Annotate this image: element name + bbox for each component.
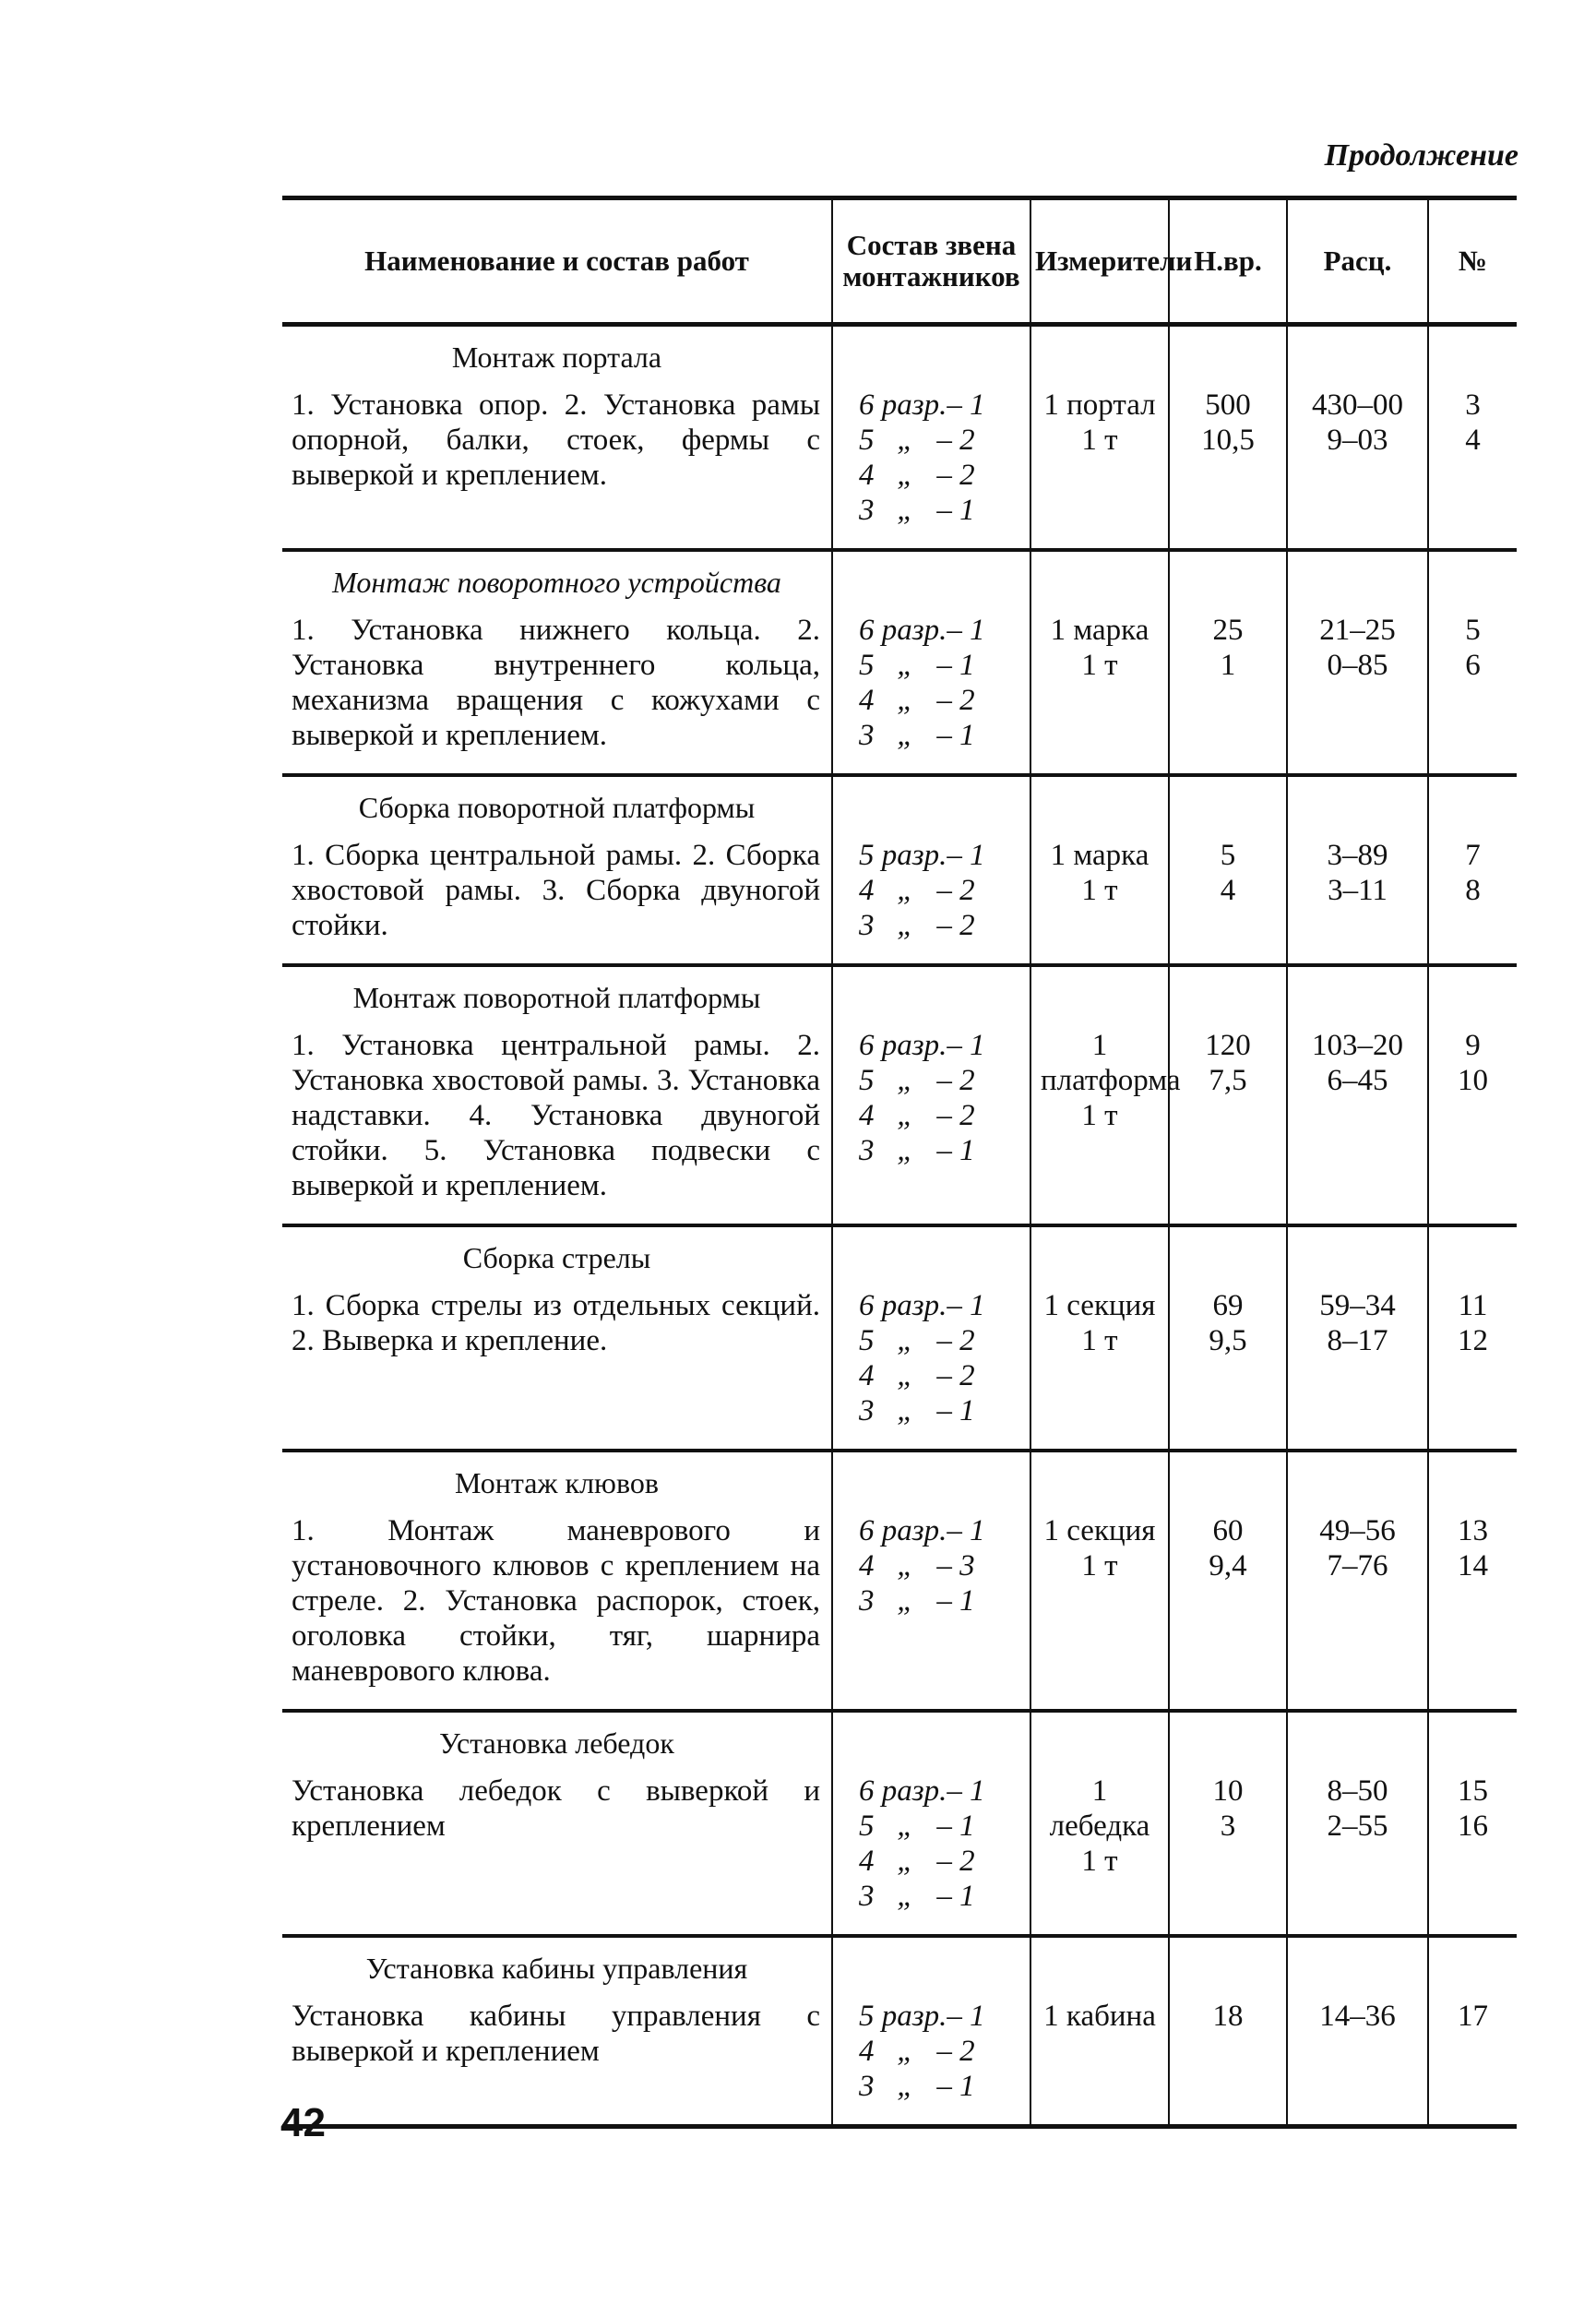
column-header-units: Измерители — [1030, 198, 1169, 325]
section-description: 1. Сборка стрелы из отдельных секций. 2. Выверка и крепление. — [292, 1289, 820, 1357]
row-number-value: 14 — [1458, 1549, 1488, 1582]
rate-value: 3–89 — [1327, 839, 1388, 872]
section-title: Монтаж поворотного устройства — [332, 566, 781, 599]
rate-value: 430–00 — [1312, 388, 1403, 422]
table-row — [282, 775, 1517, 965]
row-number-value: 13 — [1458, 1514, 1488, 1547]
crew-value: 5 „ – 1 — [859, 1809, 975, 1843]
work-cell — [282, 325, 832, 551]
column-header-norm: Н.вр. — [1169, 198, 1287, 325]
crew-value: 6 разр.– 1 — [859, 1029, 985, 1062]
section-title: Монтаж клювов — [455, 1466, 659, 1499]
unit-cell — [1030, 1936, 1169, 2127]
section-title: Сборка поворотной платформы — [358, 791, 756, 824]
unit-value: 1 секция — [1043, 1514, 1156, 1547]
unit-value: 1 марка — [1050, 614, 1149, 647]
unit-value: 1 марка — [1050, 839, 1149, 872]
section-title: Установка лебедок — [439, 1726, 674, 1760]
column-header-crew: Состав звена монтажников — [832, 198, 1030, 325]
unit-value: 1 лебедка — [1049, 1774, 1150, 1843]
rate-value: 49–56 — [1319, 1514, 1396, 1547]
crew-value: 5 „ – 1 — [859, 649, 975, 682]
crew-cell — [832, 965, 1030, 1225]
row-number-value: 11 — [1458, 1289, 1488, 1322]
crew-value: 5 разр.– 1 — [859, 2000, 985, 2033]
rate-value: 0–85 — [1327, 649, 1388, 682]
row-number-cell — [1428, 550, 1517, 775]
crew-value: 6 разр.– 1 — [859, 614, 985, 647]
crew-value: 3 „ – 1 — [859, 1584, 975, 1618]
section-description: 1. Установка опор. 2. Установка рамы опорной, балки, стоек, фермы с выверкой и креплением. — [292, 388, 820, 492]
row-number-value: 8 — [1465, 874, 1481, 907]
norm-cell — [1169, 1451, 1287, 1711]
rate-value: 14–36 — [1319, 2000, 1396, 2033]
unit-value: 1 т — [1081, 424, 1118, 457]
row-number-value: 6 — [1465, 649, 1481, 682]
work-cell — [282, 1711, 832, 1936]
row-number-cell — [1428, 1936, 1517, 2127]
norm-cell — [1169, 1936, 1287, 2127]
unit-value: 1 т — [1081, 874, 1118, 907]
unit-value: 1 секция — [1043, 1289, 1156, 1322]
unit-value: 1 т — [1081, 1324, 1118, 1357]
norm-value: 120 — [1205, 1029, 1251, 1062]
section-description: 1. Сборка центральной рамы. 2. Сборка хвостовой рамы. 3. Сборка двуногой стойки. — [292, 839, 820, 942]
rate-value: 6–45 — [1327, 1064, 1388, 1097]
rate-value: 21–25 — [1319, 614, 1396, 647]
work-cell — [282, 1225, 832, 1451]
norm-value: 3 — [1220, 1809, 1236, 1843]
crew-value: 5 „ – 2 — [859, 1064, 975, 1097]
crew-value: 4 „ – 2 — [859, 684, 975, 717]
rate-cell — [1287, 1936, 1428, 2127]
unit-value: 1 т — [1081, 649, 1118, 682]
crew-value: 4 „ – 2 — [859, 2035, 975, 2068]
continuation-label: Продолжение — [1324, 138, 1519, 173]
rate-value: 8–50 — [1327, 1774, 1388, 1808]
row-number-value: 3 — [1465, 388, 1481, 422]
table-row — [282, 325, 1517, 551]
crew-value: 3 „ – 1 — [859, 1134, 975, 1167]
norm-cell — [1169, 1711, 1287, 1936]
norm-value: 4 — [1220, 874, 1236, 907]
unit-cell — [1030, 1225, 1169, 1451]
crew-value: 6 разр.– 1 — [859, 1774, 985, 1808]
crew-value: 3 „ – 1 — [859, 1880, 975, 1913]
norm-value: 60 — [1212, 1514, 1244, 1547]
crew-value: 6 разр.– 1 — [859, 388, 985, 422]
crew-cell — [832, 1936, 1030, 2127]
table-row — [282, 550, 1517, 775]
crew-value: 3 „ – 2 — [859, 909, 975, 942]
rate-cell — [1287, 1451, 1428, 1711]
unit-cell — [1030, 1451, 1169, 1711]
row-number-value: 7 — [1465, 839, 1481, 872]
unit-value: 1 кабина — [1043, 2000, 1156, 2033]
row-number-value: 12 — [1458, 1324, 1488, 1357]
unit-cell — [1030, 1711, 1169, 1936]
work-cell — [282, 775, 832, 965]
crew-cell — [832, 325, 1030, 551]
rate-cell — [1287, 775, 1428, 965]
rate-cell — [1287, 1711, 1428, 1936]
column-header-number: № — [1428, 198, 1517, 325]
unit-cell — [1030, 325, 1169, 551]
section-title: Монтаж портала — [451, 340, 662, 374]
section-title: Установка кабины управления — [365, 1952, 748, 1985]
crew-value: 6 разр.– 1 — [859, 1289, 985, 1322]
rate-cell — [1287, 550, 1428, 775]
norm-value: 7,5 — [1209, 1064, 1247, 1097]
table-row — [282, 1711, 1517, 1936]
crew-value: 4 „ – 2 — [859, 1359, 975, 1392]
section-title: Сборка стрелы — [462, 1241, 651, 1274]
table-row — [282, 965, 1517, 1225]
section-description: Установка лебедок с выверкой и креплением — [292, 1774, 820, 1843]
crew-value: 3 „ – 1 — [859, 719, 975, 752]
crew-value: 3 „ – 1 — [859, 494, 975, 527]
row-number-value: 5 — [1465, 614, 1481, 647]
row-number-value: 17 — [1458, 2000, 1488, 2033]
work-cell — [282, 550, 832, 775]
rate-value: 3–11 — [1328, 874, 1388, 907]
rate-value: 2–55 — [1327, 1809, 1388, 1843]
section-description: Установка кабины управления с выверкой и креплением — [292, 2000, 820, 2068]
unit-value: 1 т — [1081, 1549, 1118, 1582]
column-header-work: Наименование и состав работ — [282, 198, 832, 325]
work-cell — [282, 965, 832, 1225]
section-title: Монтаж поворотной платформы — [352, 981, 761, 1014]
norm-value: 69 — [1212, 1289, 1244, 1322]
section-description: 1. Установка нижнего кольца. 2. Установка внутреннего кольца, механизма вращения с кожухами с выверкой и креплением. — [292, 614, 820, 752]
rate-cell — [1287, 1225, 1428, 1451]
table-row — [282, 1225, 1517, 1451]
table-header-row — [282, 198, 1517, 325]
rate-value: 9–03 — [1327, 424, 1388, 457]
norm-value: 1 — [1220, 649, 1236, 682]
crew-value: 5 „ – 2 — [859, 424, 975, 457]
row-number-cell — [1428, 1225, 1517, 1451]
row-number-cell — [1428, 775, 1517, 965]
section-description: 1. Монтаж маневрового и установочного клювов с креплением на стреле. 2. Установка распорок, стоек, оголовка стойки, тяг, шарнира маневрового клюва. — [292, 1514, 820, 1688]
crew-cell — [832, 775, 1030, 965]
row-number-cell — [1428, 965, 1517, 1225]
norm-cell — [1169, 550, 1287, 775]
norm-cell — [1169, 1225, 1287, 1451]
norm-value: 18 — [1212, 2000, 1244, 2033]
unit-value: 1 т — [1081, 1845, 1118, 1878]
unit-cell — [1030, 965, 1181, 1225]
crew-value: 3 „ – 1 — [859, 1394, 975, 1427]
page-number: 42 — [280, 2100, 326, 2145]
row-number-value: 4 — [1465, 424, 1481, 457]
crew-cell — [832, 1711, 1030, 1936]
row-number-value: 9 — [1465, 1029, 1481, 1062]
row-number-cell — [1428, 1451, 1517, 1711]
norm-value: 10,5 — [1201, 424, 1255, 457]
row-number-cell — [1428, 325, 1517, 551]
work-cell — [282, 1936, 832, 2127]
rate-cell — [1287, 325, 1428, 551]
norm-value: 9,5 — [1209, 1324, 1247, 1357]
unit-value: 1 платформа — [1041, 1029, 1181, 1097]
section-description: 1. Установка центральной рамы. 2. Установка хвостовой рамы. 3. Установка надставки. 4. Установка двуногой стойки. 5. Установка подвески с выверкой и креплением. — [292, 1029, 820, 1202]
norm-value: 5 — [1220, 839, 1236, 872]
row-number-value: 15 — [1458, 1774, 1488, 1808]
crew-cell — [832, 550, 1030, 775]
unit-cell — [1030, 550, 1169, 775]
crew-cell — [832, 1451, 1030, 1711]
crew-value: 3 „ – 1 — [859, 2070, 975, 2103]
work-cell — [282, 1451, 832, 1711]
rate-value: 103–20 — [1312, 1029, 1403, 1062]
norm-cell — [1169, 775, 1287, 965]
norm-cell — [1169, 325, 1287, 551]
norms-table — [282, 196, 1517, 2129]
crew-value: 4 „ – 2 — [859, 459, 975, 492]
crew-value: 4 „ – 2 — [859, 1845, 975, 1878]
column-header-rate: Расц. — [1287, 198, 1428, 325]
rate-value: 7–76 — [1327, 1549, 1388, 1582]
row-number-value: 16 — [1458, 1809, 1488, 1843]
crew-value: 6 разр.– 1 — [859, 1514, 985, 1547]
norm-value: 10 — [1212, 1774, 1244, 1808]
unit-cell — [1030, 775, 1169, 965]
unit-value: 1 портал — [1043, 388, 1156, 422]
row-number-cell — [1428, 1711, 1517, 1936]
norm-value: 500 — [1205, 388, 1251, 422]
crew-value: 5 разр.– 1 — [859, 839, 985, 872]
norm-value: 9,4 — [1209, 1549, 1247, 1582]
crew-value: 4 „ – 3 — [859, 1549, 975, 1582]
crew-value: 4 „ – 2 — [859, 874, 975, 907]
norm-cell — [1169, 965, 1287, 1225]
unit-value: 1 т — [1081, 1099, 1118, 1132]
crew-cell — [832, 1225, 1030, 1451]
table-row — [282, 1936, 1517, 2127]
crew-value: 5 „ – 2 — [859, 1324, 975, 1357]
norm-value: 25 — [1212, 614, 1244, 647]
rate-value: 8–17 — [1327, 1324, 1388, 1357]
rate-value: 59–34 — [1319, 1289, 1396, 1322]
rate-cell — [1287, 965, 1428, 1225]
crew-value: 4 „ – 2 — [859, 1099, 975, 1132]
row-number-value: 10 — [1458, 1064, 1488, 1097]
table-row — [282, 1451, 1517, 1711]
